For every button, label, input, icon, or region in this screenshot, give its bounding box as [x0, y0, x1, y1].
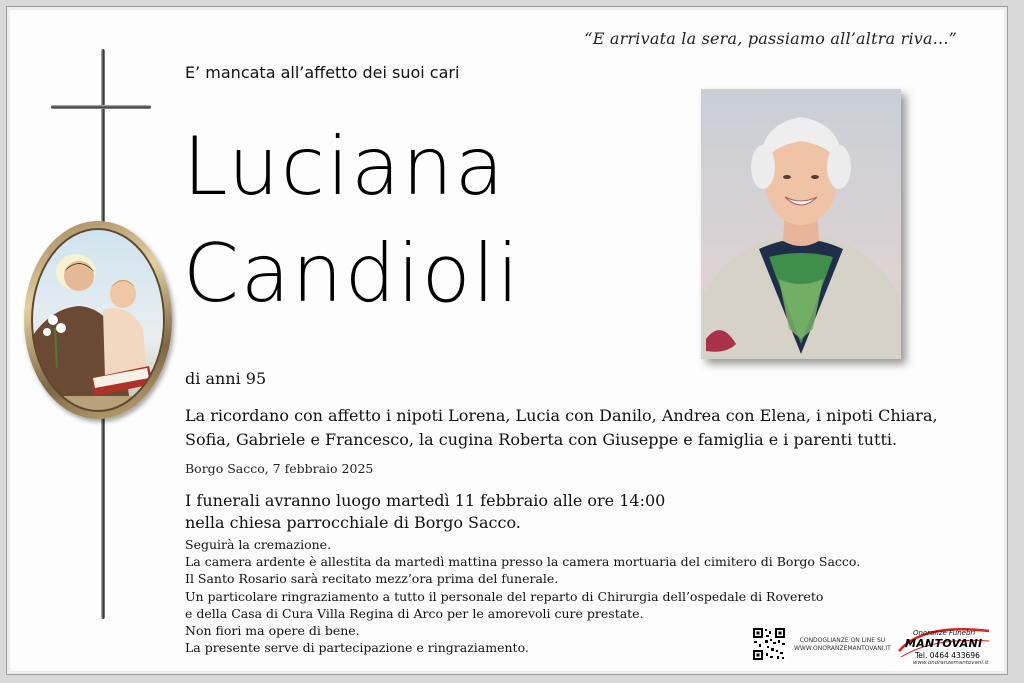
qr-code-icon[interactable]: [752, 627, 786, 665]
detail-line: La camera ardente è allestita da martedì mattina presso la camera mortuaria del cimitero di Borgo Sacco.: [185, 554, 861, 570]
funeral-info: [185, 490, 665, 534]
age-text: di anni 95: [185, 369, 267, 388]
intro-text: E’ mancata all’affetto dei suoi cari: [185, 63, 460, 82]
deceased-first-name: Luciana: [183, 120, 506, 213]
condolences-label: CONDOGLIANZE ON LINE SU: [799, 637, 886, 644]
logo-name: MANTOVANI: [905, 637, 983, 650]
deceased-last-name: Candioli: [183, 227, 521, 320]
condolences-url[interactable]: WWW.ONORANZEMANTOVANI.IT: [794, 645, 891, 652]
logo-line: Onoranze Funebri: [913, 629, 976, 637]
detail-line: Un particolare ringraziamento a tutto il personale del reparto di Chirurgia dell’ospedale di Rovereto: [185, 588, 824, 604]
funeral-line: nella chiesa parrocchiale di Borgo Sacco.: [185, 513, 521, 532]
cross-bar: [51, 105, 151, 109]
detail-line: La presente serve di partecipazione e ringraziamento.: [185, 640, 529, 656]
logo-web: www.onoranzemantovani.it: [913, 660, 989, 666]
funeral-line: I funerali avranno luogo martedì 11 febbraio alle ore 14:00: [185, 491, 666, 510]
saint-medallion-icon: [24, 221, 172, 419]
detail-line: e della Casa di Cura Villa Regina di Arco per le amorevoli cure prestate.: [185, 605, 644, 621]
logo-phone: Tel. 0464 433696: [915, 651, 980, 660]
condolences-link[interactable]: [794, 637, 891, 653]
detail-line: Seguirà la cremazione.: [185, 537, 332, 552]
deceased-photo: [701, 89, 901, 359]
detail-line: Il Santo Rosario sarà recitato mezz’ora prima del funerale.: [185, 571, 559, 587]
place-date: Borgo Sacco, 7 febbraio 2025: [185, 461, 374, 476]
epigraph-quote: “E arrivata la sera, passiamo all’altra riva...”: [584, 29, 957, 48]
remembrance-text: La ricordano con affetto i nipoti Lorena, Lucia con Danilo, Andrea con Elena, i nipoti Chiara, Sofia, Gabriele e Francesco, la cugina Roberta con Giuseppe e famiglia e i parenti tutti.: [185, 406, 938, 449]
funeral-home-logo: [893, 617, 993, 672]
detail-line: Non fiori ma opere di bene.: [185, 623, 360, 639]
obituary-notice: [6, 6, 1008, 675]
